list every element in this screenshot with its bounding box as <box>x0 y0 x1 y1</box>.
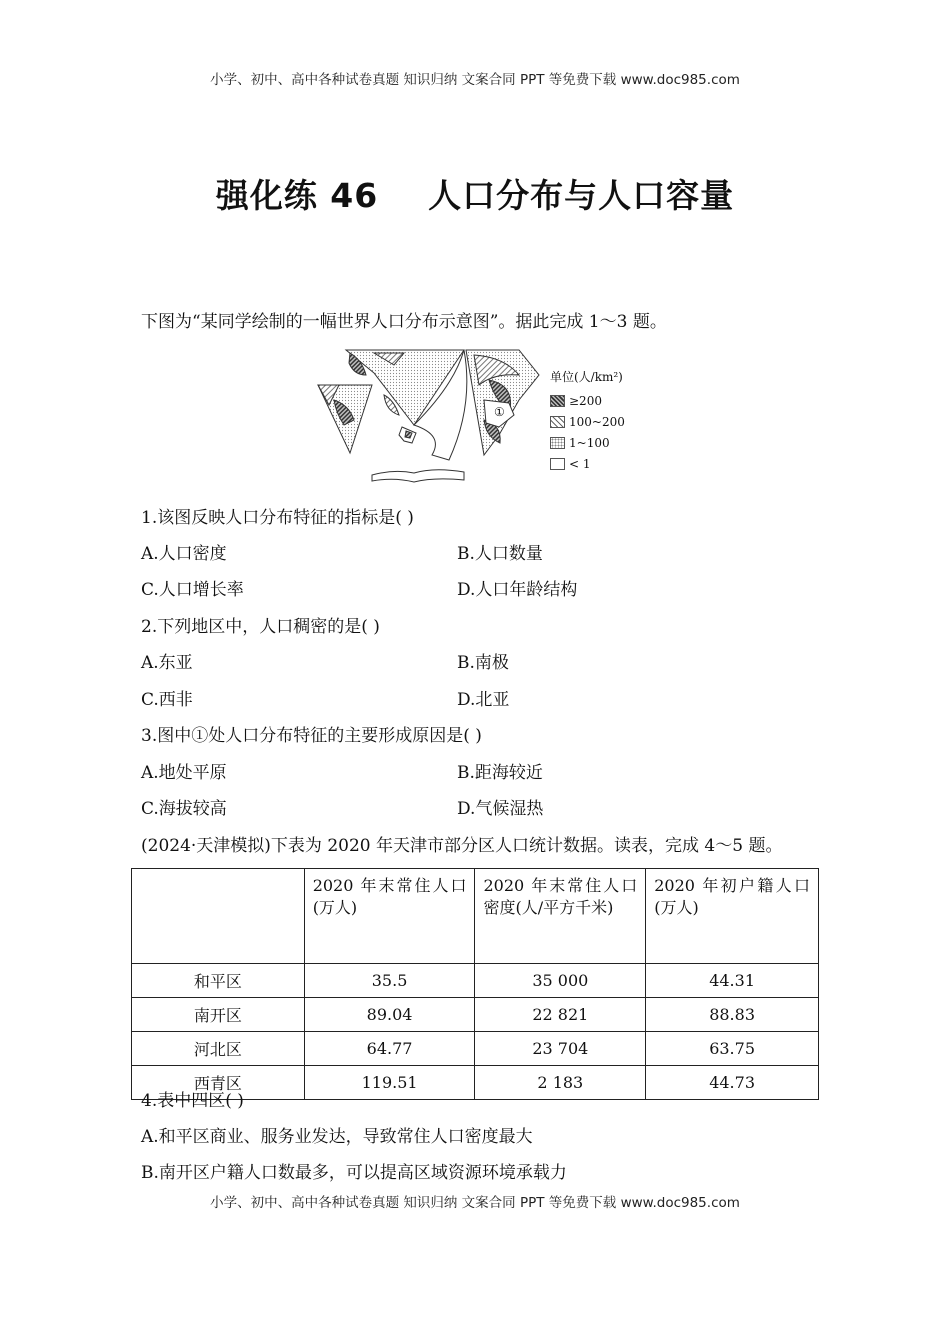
option-a: A.地处平原 <box>141 763 227 783</box>
option-b: B.人口数量 <box>457 544 543 564</box>
option-d: D.人口年龄结构 <box>457 580 578 600</box>
page-title: 强化练 46 人口分布与人口容量 <box>215 176 735 215</box>
table-header-cell: 2020 年初户籍人口(万人) <box>646 869 819 964</box>
legend-swatch-dots <box>550 437 565 449</box>
option-b: B.南极 <box>457 653 509 673</box>
question-stem: 3.图中①处人口分布特征的主要形成原因是( ) <box>141 726 482 746</box>
question-stem: 1.该图反映人口分布特征的指标是( ) <box>141 508 414 528</box>
table-cell: 44.31 <box>646 964 819 998</box>
table-cell: 和平区 <box>132 964 305 998</box>
legend-label: < 1 <box>569 456 591 471</box>
population-table <box>131 868 819 1100</box>
table-cell: 44.73 <box>646 1066 819 1100</box>
table-cell: 2 183 <box>475 1066 646 1100</box>
table-cell: 119.51 <box>304 1066 475 1100</box>
map-regions <box>318 350 539 482</box>
legend-item <box>550 453 660 474</box>
option-a: A.人口密度 <box>141 544 227 564</box>
world-population-map <box>314 345 544 487</box>
option-c: C.人口增长率 <box>141 580 244 600</box>
option-b: B.南开区户籍人口数最多，可以提高区域资源环境承载力 <box>141 1163 567 1183</box>
table-cell: 河北区 <box>132 1032 305 1066</box>
intro-text: 下图为“某同学绘制的一幅世界人口分布示意图”。据此完成 1～3 题。 <box>141 312 667 332</box>
table-row <box>132 964 819 998</box>
table-cell: 63.75 <box>646 1032 819 1066</box>
legend-label: 100~200 <box>569 414 625 429</box>
table-cell: 64.77 <box>304 1032 475 1066</box>
legend-swatch-hatch <box>550 416 565 428</box>
option-d: D.北亚 <box>457 690 510 710</box>
question-stem: 2.下列地区中，人口稠密的是( ) <box>141 617 380 637</box>
table-header-cell: 2020 年末常住人口密度(人/平方千米) <box>475 869 646 964</box>
legend-swatch-blank <box>550 458 565 470</box>
table-header-row <box>132 869 819 964</box>
legend-label: ≥200 <box>569 393 602 408</box>
page-header: 小学、初中、高中各种试卷真题 知识归纳 文案合同 PPT 等免费下载 www.doc985.com <box>210 72 740 88</box>
table-cell: 23 704 <box>475 1032 646 1066</box>
option-b: B.距海较近 <box>457 763 543 783</box>
intro-text-2: (2024·天津模拟)下表为 2020 年天津市部分区人口统计数据。读表，完成 4～5 题。 <box>141 836 783 856</box>
table-cell: 89.04 <box>304 998 475 1032</box>
option-c: C.海拔较高 <box>141 799 227 819</box>
legend-item <box>550 411 660 432</box>
table-cell: 南开区 <box>132 998 305 1032</box>
table-cell: 35.5 <box>304 964 475 998</box>
table-row <box>132 998 819 1032</box>
table-cell: 西青区 <box>132 1066 305 1100</box>
map-region <box>372 470 464 482</box>
legend-item <box>550 390 660 411</box>
table-cell: 22 821 <box>475 998 646 1032</box>
table-row <box>132 1032 819 1066</box>
legend-title: 单位(人/km²) <box>550 370 623 384</box>
table-header-cell <box>132 869 305 964</box>
question-stem: 4.表中四区( ) <box>141 1091 244 1111</box>
legend-swatch-dense <box>550 395 565 407</box>
page-footer: 小学、初中、高中各种试卷真题 知识归纳 文案合同 PPT 等免费下载 www.doc985.com <box>210 1195 740 1211</box>
map-marker: ① <box>494 405 505 419</box>
table-cell: 35 000 <box>475 964 646 998</box>
option-d: D.气候湿热 <box>457 799 544 819</box>
legend-label: 1~100 <box>569 435 610 450</box>
map-legend <box>550 368 660 474</box>
option-a: A.东亚 <box>141 653 193 673</box>
legend-item <box>550 432 660 453</box>
table-header-cell: 2020 年末常住人口(万人) <box>304 869 475 964</box>
option-a: A.和平区商业、服务业发达，导致常住人口密度最大 <box>141 1127 533 1147</box>
table-cell: 88.83 <box>646 998 819 1032</box>
option-c: C.西非 <box>141 690 193 710</box>
